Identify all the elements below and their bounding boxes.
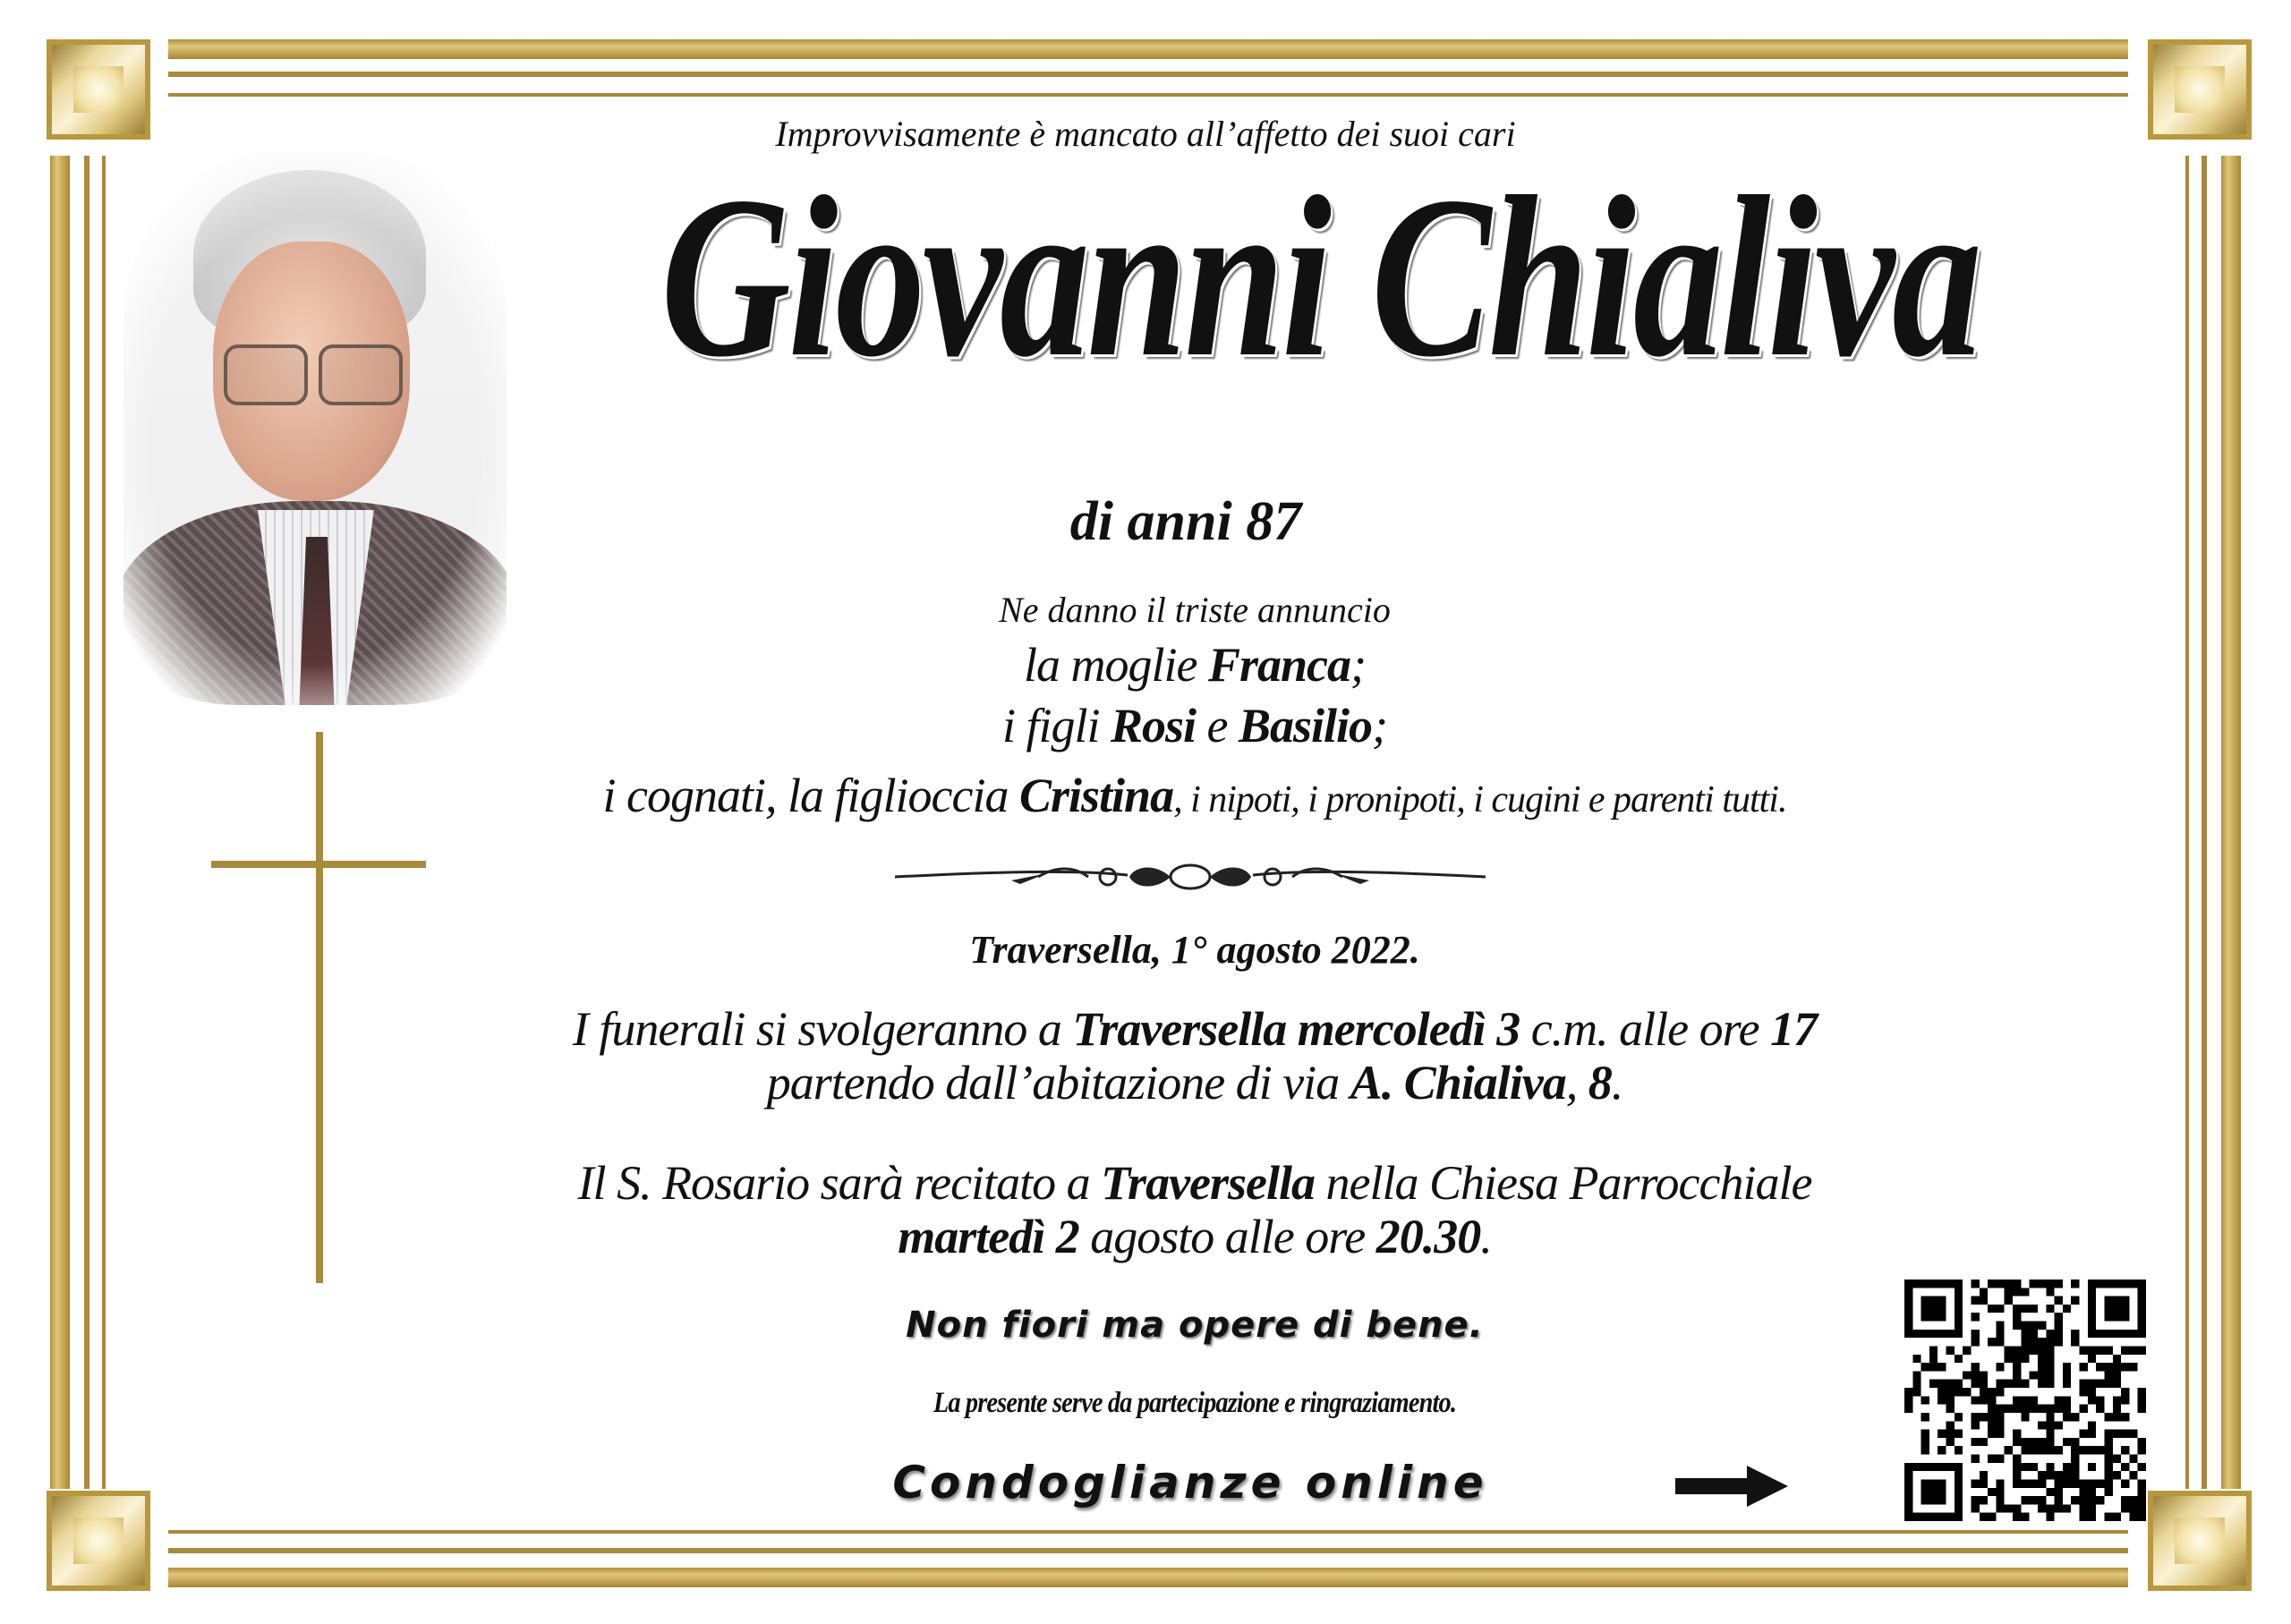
rosary-t2: nella Chiesa Parrocchiale: [1315, 1156, 1812, 1210]
frame-left-band: [50, 156, 70, 1489]
rosary-t3: agosto alle ore: [1078, 1210, 1376, 1264]
funeral-t3: partendo dall’abitazione di via: [766, 1056, 1350, 1110]
wife-line: [537, 637, 1852, 693]
child-name-2: Basilio: [1239, 699, 1373, 752]
funeral-t2: c.m. alle ore: [1520, 1002, 1771, 1056]
portrait-glasses-right: [319, 344, 403, 405]
children-mid: e: [1196, 699, 1239, 752]
place-date: Traversella, 1° agosto 2022.: [969, 928, 1420, 972]
rosary-b1: Traversella: [1101, 1156, 1316, 1210]
funeral-t5: .: [1611, 1056, 1623, 1110]
right-arrow-icon: [1675, 1466, 1788, 1507]
rosary-text: [412, 1156, 1978, 1264]
rosary-b2: martedì 2: [898, 1210, 1079, 1264]
frame-right-line: [2202, 156, 2207, 1489]
wife-prefix: la moglie: [1023, 638, 1208, 692]
relatives-prefix: i cognati, la figlioccia: [602, 769, 1019, 822]
frame-top-line-inner: [168, 93, 2128, 97]
funeral-text: [412, 1002, 1978, 1110]
cross-vertical: [316, 732, 323, 1283]
rosary-t4: .: [1480, 1210, 1492, 1264]
frame-bottom-band: [168, 1568, 2128, 1587]
corner-bottom-right: [2148, 1491, 2252, 1591]
portrait-glasses-left: [224, 344, 308, 405]
child-name-1: Rosi: [1110, 699, 1197, 752]
age-text: di anni 87: [1069, 491, 1302, 552]
deceased-name: Giovanni Chialiva: [660, 149, 1980, 404]
rosary-t1: Il S. Rosario sarà recitato a: [577, 1156, 1102, 1210]
frame-right-line-inner: [2185, 156, 2189, 1489]
no-flowers-text: Non fiori ma opere di bene.: [906, 1305, 1484, 1346]
funeral-t4: ,: [1565, 1056, 1588, 1110]
frame-left-line: [84, 156, 89, 1489]
intro-text: Improvvisamente è mancato all’affetto dei suoi cari: [775, 114, 1516, 154]
frame-top-band: [168, 39, 2128, 59]
cross-horizontal: [211, 861, 426, 868]
frame-bottom-line: [168, 1548, 2128, 1553]
children-prefix: i figli: [1001, 699, 1111, 752]
condolences-online-link[interactable]: Condoglianze online: [892, 1457, 1488, 1509]
frame-left-line-inner: [102, 156, 106, 1489]
ornament-divider-icon: [895, 861, 1486, 893]
portrait-photo: [123, 152, 507, 705]
funeral-t1: I funerali si svolgeranno a: [572, 1002, 1073, 1056]
funeral-b2: 17: [1770, 1002, 1818, 1056]
announce-text: Ne danno il triste annuncio: [999, 590, 1391, 630]
children-line: [537, 698, 1852, 753]
funeral-b1: Traversella mercoledì 3: [1072, 1002, 1520, 1056]
thanks-text: La presente serve da partecipazione e ringraziamento.: [933, 1387, 1457, 1419]
goddaughter-name: Cristina: [1018, 769, 1174, 822]
qr-code-icon[interactable]: [1904, 1280, 2146, 1521]
rosary-b3: 20.30: [1375, 1210, 1481, 1264]
children-suffix: ;: [1372, 699, 1388, 752]
wife-suffix: ;: [1350, 638, 1366, 692]
frame-bottom-line-inner: [168, 1530, 2128, 1534]
funeral-b4: 8: [1588, 1056, 1612, 1110]
relatives-line: [385, 768, 2005, 823]
funeral-b3: A. Chialiva: [1350, 1056, 1566, 1110]
frame-top-line: [168, 72, 2128, 77]
corner-bottom-left: [47, 1491, 150, 1591]
wife-name: Franca: [1207, 638, 1351, 692]
relatives-suffix: , i nipoti, i pronipoti, i cugini e parenti tutti.: [1173, 779, 1787, 821]
frame-right-band: [2221, 156, 2241, 1489]
